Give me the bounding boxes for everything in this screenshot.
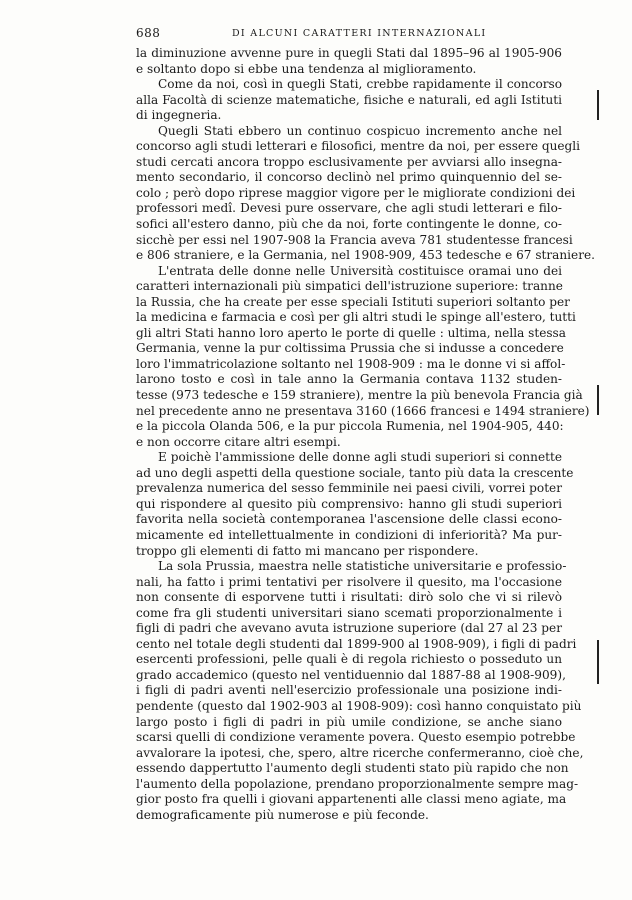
margin-mark [597,385,599,415]
margin-mark [597,640,599,684]
text-line: tesse (973 tedesche e 159 straniere), mentre la più benevola Francia già [136,388,583,403]
text-line: e 806 straniere, e la Germania, nel 1908-909, 453 tedesche e 67 straniere. [136,248,595,263]
paragraph [136,450,574,559]
text-line: professori medî. Devesi pure osservare, che agli studi letterari e filo- [136,201,562,216]
text-line: e soltanto dopo si ebbe una tendenza al miglioramento. [136,61,477,76]
text-line: figli di padri che avevano avuta istruzione superiore (dal 27 al 23 per [136,621,562,636]
running-title: DI ALCUNI CARATTERI INTERNAZIONALI [232,28,487,39]
text-line: larono tosto e così in tale anno la Germania contava 1132 studen- [136,372,562,387]
page-header [136,26,562,42]
paragraph [136,46,562,77]
text-line: E poichè l'ammissione delle donne agli studi superiori si connette [158,450,562,465]
text-line: micamente ed intellettualmente in condizioni di inferiorità? Ma pur- [136,527,562,542]
text-line: esercenti professioni, pelle quali è di regola richiesto o posseduto un [136,652,562,667]
text-line: nel precedente anno ne presentava 3160 (1666 francesi e 1494 straniere) [136,403,590,418]
text-line: i figli di padri aventi nell'esercizio professionale una posizione indi- [136,683,562,698]
text-line: Germania, venne la pur coltissima Prussia che si indusse a concedere [136,341,564,356]
text-line: ad uno degli aspetti della questione sociale, tanto più data la crescente [136,465,574,480]
text-line: gli altri Stati hanno loro aperto le porte di quelle : ultima, nella stessa [136,325,566,340]
text-line: e non occorre citare altri esempi. [136,434,341,449]
text-line: caratteri internazionali più simpatici dell'istruzione superiore: tranne [136,279,563,294]
text-line: Come da noi, così in quegli Stati, crebbe rapidamente il concorso [158,77,562,92]
text-line: demograficamente più numerose e più feconde. [136,807,429,822]
paragraph [136,77,562,124]
text-line: gior posto fra quelli i giovani appartenenti alle classi meno agiate, ma [136,792,567,807]
page-number: 688 [136,26,161,40]
paragraph [136,559,584,823]
text-line: La sola Prussia, maestra nelle statistiche universitarie e professio- [158,559,567,574]
text-line: come fra gli studenti universitari siano scemati proporzionalmente i [136,605,562,620]
text-line: non consente di esporvene tutti i risultati: dirò solo che vi si rilevò [136,590,562,605]
text-line: Quegli Stati ebbero un continuo cospicuo incremento anche nel [158,123,562,138]
text-line: sicchè per essi nel 1907-908 la Francia aveva 781 studentesse francesi [136,232,573,247]
text-line: pendente (questo dal 1902-903 al 1908-909): così hanno conquistato più [136,698,582,713]
text-line: colo ; però dopo riprese maggior vigore per le migliorate condizioni dei [136,185,576,200]
text-line: L'entrata delle donne nelle Università costituisce oramai uno dei [158,263,562,278]
text-line: avvalorare la ipotesi, che, spero, altre ricerche confermeranno, cioè che, [136,745,584,760]
paragraph [136,263,590,451]
text-line: studi cercati ancora troppo esclusivamente per avviarsi allo insegna- [136,154,562,169]
text-line: loro l'immatricolazione soltanto nel 1908-909 : ma le donne vi si affol- [136,356,566,371]
margin-mark [597,90,599,120]
text-line: cento nel totale degli studenti dal 1899-900 al 1908-909), i figli di padri [136,636,577,651]
text-line: prevalenza numerica del sesso femminile nei paesi civili, vorrei poter [136,481,562,496]
body-text [136,46,595,823]
text-line: mento secondario, il concorso declinò nel primo quinquennio del se- [136,170,562,185]
text-line: qui rispondere al quesito più comprensivo: hanno gli studi superiori [136,496,562,511]
text-line: alla Facoltà di scienze matematiche, fisiche e naturali, ed agli Istituti [136,92,562,107]
text-line: concorso agli studi letterari e filosofici, mentre da noi, per essere quegli [136,139,581,154]
text-line: sofici all'estero danno, più che da noi, forte contingente le donne, co- [136,217,562,232]
text-line: favorita nella società contemporanea l'ascensione delle classi econo- [136,512,562,527]
paragraph [136,123,595,264]
text-line: la medicina e farmacia e così per gli altri studi le spinge all'estero, tutti [136,310,576,325]
text-line: scarsi quelli di condizione veramente povera. Questo esempio potrebbe [136,730,576,745]
text-line: grado accademico (questo nel ventiduennio dal 1887-88 al 1908-909), [136,667,566,682]
text-line: di ingegneria. [136,108,222,123]
text-line: e la piccola Olanda 506, e la pur piccola Rumenia, nel 1904-905, 440: [136,419,564,434]
text-line: nali, ha fatto i primi tentativi per risolvere il quesito, ma l'occasione [136,574,562,589]
text-line: la Russia, che ha create per esse speciali Istituti superiori soltanto per [136,294,570,309]
text-line: troppo gli elementi di fatto mi mancano per rispondere. [136,543,479,558]
text-line: l'aumento della popolazione, prendano proporzionalmente sempre mag- [136,776,579,791]
text-line: la diminuzione avvenne pure in quegli Stati dal 1895–96 al 1905-906 [136,46,562,60]
text-line: largo posto i figli di padri in più umile condizione, se anche siano [136,714,562,729]
text-line: essendo dappertutto l'aumento degli studenti stato più rapido che non [136,761,569,776]
